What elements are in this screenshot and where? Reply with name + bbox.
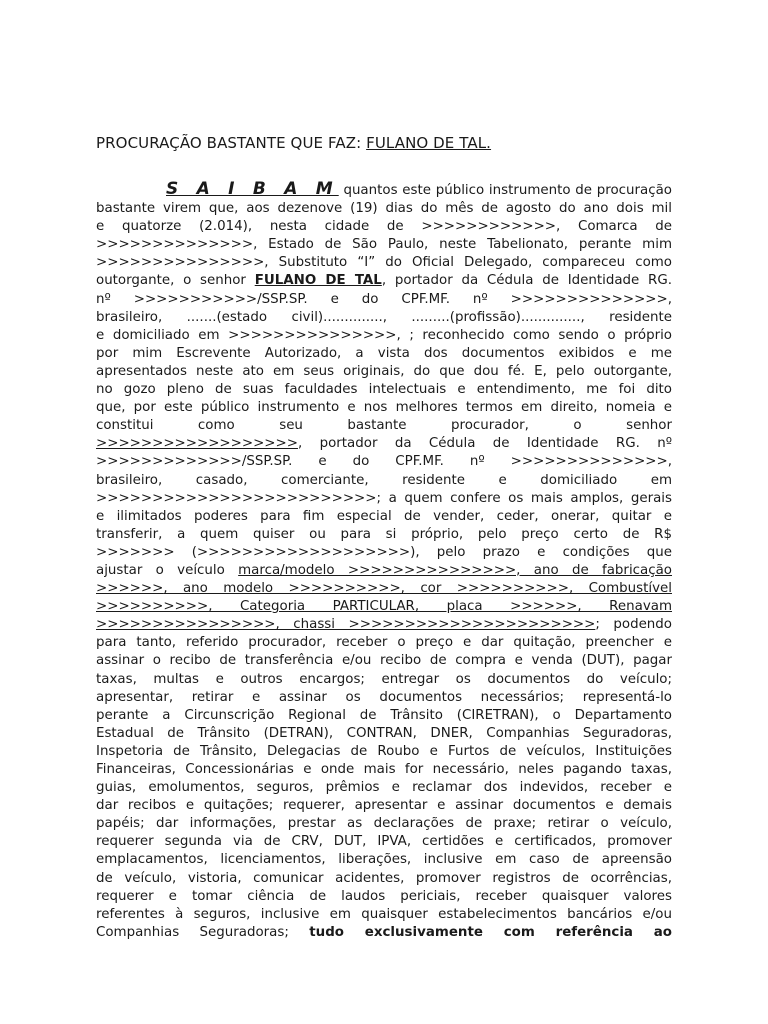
body-line-38: emplacamentos, licenciamentos, liberações, inclusive em caso de apreensão (96, 852, 672, 868)
attorney-placeholder: >>>>>>>>>>>>>>>>>> (96, 436, 298, 452)
body-line-40: requerer e tomar ciência de laudos periciais, receber quaisquer valores (96, 888, 672, 904)
grantor-name: FULANO DE TAL (254, 273, 382, 289)
body-line-7: nº >>>>>>>>>>>/SSP.SP. e do CPF.MF. nº >>>>>>>>>>>>>>, (96, 291, 672, 307)
body-line-22: ajustar o veículo marca/modelo >>>>>>>>>>>>>>>, ano de fabricação (96, 562, 672, 578)
body-line-9: e domiciliado em >>>>>>>>>>>>>>>, ; reconhecido como sendo o próprio (96, 327, 672, 343)
closing-bold-text: tudo exclusivamente com referência ao (309, 924, 672, 940)
body-line-29: apresentar, retirar e assinar os documentos necessários; representá-lo (96, 689, 672, 705)
title-name: FULANO DE TAL. (366, 134, 492, 152)
body-line-5: >>>>>>>>>>>>>>>, Substituto “I” do Oficial Delegado, compareceu como (96, 255, 672, 271)
body-line-34: guias, emolumentos, seguros, prêmios e reclamar dos indevidos, receber e (96, 780, 672, 796)
body-line-1: S A I B A M quantos este público instrumento de procuração (166, 179, 672, 199)
body-line-19: e ilimitados poderes para fim especial de vender, ceder, onerar, quitar e (96, 508, 672, 524)
body-line-16: >>>>>>>>>>>>>/SSP.SP. e do CPF.MF. nº >>>>>>>>>>>>>>, (96, 454, 672, 470)
body-line-25: >>>>>>>>>>>>>>>>, chassi >>>>>>>>>>>>>>>>>>>>>>; podendo (96, 617, 672, 633)
body-line-32: Inspetoria de Trânsito, Delegacias de Roubo e Furtos de veículos, Instituições (96, 743, 672, 759)
body-line-27: assinar o recibo de transferência e/ou recibo de compra e venda (DUT), pagar (96, 653, 672, 669)
document-body (96, 180, 672, 942)
body-line-12: no gozo pleno de suas faculdades intelectuais e entendimento, me foi dito (96, 382, 672, 398)
body-line-6: outorgante, o senhor FULANO DE TAL, portador da Cédula de Identidade RG. (96, 273, 672, 289)
body-line-37: requerer segunda via de CRV, DUT, IPVA, certidões e certificados, promover (96, 834, 672, 850)
opening-word: S A I B A M (166, 179, 339, 199)
title-prefix: PROCURAÇÃO BASTANTE QUE FAZ: (96, 134, 367, 152)
body-line-28: taxas, multas e outros encargos; entregar os documentos do veículo; (96, 671, 672, 687)
document-title (96, 134, 491, 152)
body-line-15: >>>>>>>>>>>>>>>>>>, portador da Cédula de Identidade RG. nº (96, 436, 672, 452)
body-line-30: perante a Circunscrição Regional de Trânsito (CIRETRAN), o Departamento (96, 707, 672, 723)
body-line-8: brasileiro, .......(estado civil).............., .........(profissão).............., residente (96, 309, 672, 325)
body-line-26: para tanto, referido procurador, receber o preço e dar quitação, preencher e (96, 635, 672, 651)
body-line-35: dar recibos e quitações; requerer, apresentar e assinar documentos e demais (96, 798, 672, 814)
vehicle-description: marca/modelo >>>>>>>>>>>>>>>, ano de fabricação (238, 562, 672, 578)
body-line-14: constitui como seu bastante procurador, o senhor (96, 418, 672, 434)
body-line-23: >>>>>>, ano modelo >>>>>>>>>>, cor >>>>>>>>>>, Combustível (96, 581, 672, 597)
body-line-24: >>>>>>>>>>, Categoria PARTICULAR, placa >>>>>>, Renavam (96, 599, 672, 615)
body-line-11: apresentados neste ato em seus originais, do que dou fé. E, pelo outorgante, (96, 363, 672, 379)
body-line-17: brasileiro, casado, comerciante, residente e domiciliado em (96, 472, 672, 488)
body-line-41: referentes à seguros, inclusive em quaisquer estabelecimentos bancários e/ou (96, 906, 672, 922)
body-line-36: papéis; dar informações, prestar as declarações de praxe; retirar o veículo, (96, 816, 672, 832)
body-line-33: Financeiras, Concessionárias e onde mais for necessário, neles pagando taxas, (96, 762, 672, 777)
body-line-42: Companhias Seguradoras; tudo exclusivamente com referência ao (96, 924, 672, 940)
body-line-39: de veículo, vistoria, comunicar acidentes, promover registros de ocorrências, (96, 870, 672, 886)
body-line-2: bastante virem que, aos dezenove (19) dias do mês de agosto do ano dois mil (96, 201, 672, 217)
body-line-18: >>>>>>>>>>>>>>>>>>>>>>>>>; a quem confere os mais amplos, gerais (96, 490, 672, 506)
body-line-21: >>>>>>> (>>>>>>>>>>>>>>>>>>>), pelo prazo e condições que (96, 544, 672, 560)
body-line-4: >>>>>>>>>>>>>>, Estado de São Paulo, neste Tabelionato, perante mim (96, 237, 672, 253)
body-line-13: que, por este público instrumento e nos melhores termos em direito, nomeia e (96, 400, 672, 416)
body-line-20: transferir, a quem quiser ou para si próprio, pelo preço certo de R$ (96, 526, 672, 542)
body-line-10: por mim Escrevente Autorizado, a vista dos documentos exibidos e me (96, 345, 672, 361)
body-line-31: Estadual de Trânsito (DETRAN), CONTRAN, DNER, Companhias Seguradoras, (96, 725, 672, 741)
body-line-3: e quatorze (2.014), nesta cidade de >>>>>>>>>>>>, Comarca de (96, 219, 672, 235)
